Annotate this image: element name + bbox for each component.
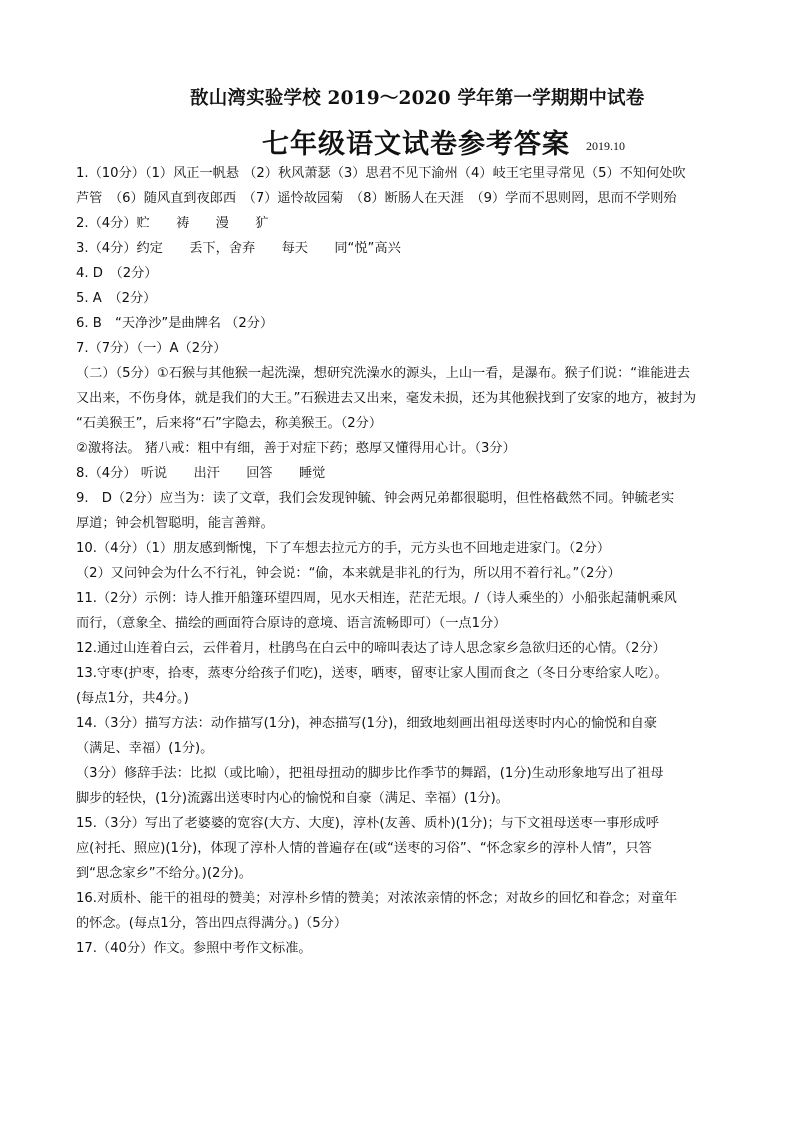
document-title-row: [262, 122, 732, 161]
document-title: 七年级语文试卷参考答案: [262, 129, 570, 160]
answer-line: (每点1分，共4分。): [76, 691, 189, 706]
answer-line: 芦管 （6）随风直到夜郎西 （7）遥怜故园菊 （8）断肠人在天涯 （9）学而不思则罔，思而不学则殆: [76, 191, 677, 206]
answer-line: 10.（4分）（1）朋友感到惭愧，下了车想去拉元方的手，元方头也不回地走进家门。（2分）: [76, 541, 611, 556]
answer-line: 5. A （2分）: [76, 291, 157, 306]
answer-line: 7.（7分）（一）A（2分）: [76, 341, 227, 356]
answer-line: 3.（4分）约定 丢下，舍弃 每天 同“悦”高兴: [76, 241, 401, 256]
answer-line: （满足、幸福）(1分)。: [76, 741, 214, 756]
answer-line: 9. D（2分）应当为：读了文章，我们会发现钟毓、钟会两兄弟都很聪明，但性格截然不同。钟毓老实: [76, 491, 675, 506]
answer-line: 14.（3分）描写方法：动作描写(1分)，神态描写(1分)，细致地刻画出祖母送枣时内心的愉悦和自豪: [76, 716, 658, 731]
answer-line: （2）又问钟会为什么不行礼，钟会说：“偷，本来就是非礼的行为，所以用不着行礼。”（2分）: [76, 566, 621, 581]
answer-line: 16.对质朴、能干的祖母的赞美；对淳朴乡情的赞美；对浓浓亲情的怀念；对故乡的回忆和眷念；对童年: [76, 891, 678, 906]
answer-line: 13.守枣(护枣，拾枣，蒸枣分给孩子们吃)，送枣，晒枣，留枣让家人围而食之（冬日分枣给家人吃）。: [76, 666, 668, 681]
school-exam-title: 敔山湾实验学校 2019～2020 学年第一学期期中试卷: [190, 88, 645, 109]
answer-line: 而行，（意象全、描绘的画面符合原诗的意境、语言流畅即可）（一点1分）: [76, 616, 507, 631]
answer-line: 到“思念家乡”不给分。)(2分)。: [76, 866, 252, 881]
answer-line: 脚步的轻快，(1分)流露出送枣时内心的愉悦和自豪（满足、幸福）(1分)。: [76, 791, 509, 806]
answer-line: ②激将法。 猪八戒：粗中有细，善于对症下药；憨厚又懂得用心计。（3分）: [76, 441, 516, 456]
answer-line: 11.（2分）示例：诗人推开船篷环望四周，见水天相连，茫茫无垠。/（诗人乘坐的）小船张起蒲帆乘风: [76, 591, 677, 606]
answer-body: [76, 161, 716, 961]
answer-line: 厚道；钟会机智聪明，能言善辩。: [76, 516, 274, 531]
answer-line: （二）（5分）①石猴与其他猴一起洗澡，想研究洗澡水的源头，上山一看，是瀑布。猴子们说：“谁能进去: [76, 366, 690, 381]
answer-line: 6. B “天净沙”是曲牌名 （2分）: [76, 316, 274, 331]
answer-line: 又出来，不伤身体，就是我们的大王。”石猴进去又出来，毫发未损，还为其他猴找到了安家的地方，被封为: [76, 391, 697, 406]
document-date: 2019.10: [586, 139, 625, 153]
answer-line: 15.（3分）写出了老婆婆的宽容(大方、大度)，淳朴(友善、质朴)(1分)；与下文祖母送枣一事形成呼: [76, 816, 659, 831]
answer-line: 2.（4分）贮 祷 漫 犷: [76, 216, 269, 231]
answer-line: 8.（4分） 听说 出汗 回答 睡觉: [76, 466, 326, 481]
answer-line: 应(衬托、照应)(1分)，体现了淳朴人情的普遍存在(或“送枣的习俗”、“怀念家乡的淳朴人情”，只答: [76, 841, 652, 856]
answer-line: 17.（40分）作文。参照中考作文标准。: [76, 941, 312, 956]
answer-line: 1.（10分）（1）风正一帆悬 （2）秋风萧瑟（3）思君不见下渝州（4）岐王宅里寻常见（5）不知何处吹: [76, 166, 686, 181]
answer-line: 的怀念。(每点1分，答出四点得满分。)（5分）: [76, 916, 348, 931]
answer-line: “石美猴王”，后来将“石”字隐去，称美猴王。（2分）: [76, 416, 383, 431]
answer-line: 4. D （2分）: [76, 266, 158, 281]
answer-line: 12.通过山连着白云，云伴着月，杜鹃鸟在白云中的啼叫表达了诗人思念家乡急欲归还的心情。（2分）: [76, 641, 666, 656]
answer-line: （3分）修辞手法：比拟（或比喻），把祖母扭动的脚步比作季节的舞蹈，(1分)生动形象地写出了祖母: [76, 766, 664, 781]
